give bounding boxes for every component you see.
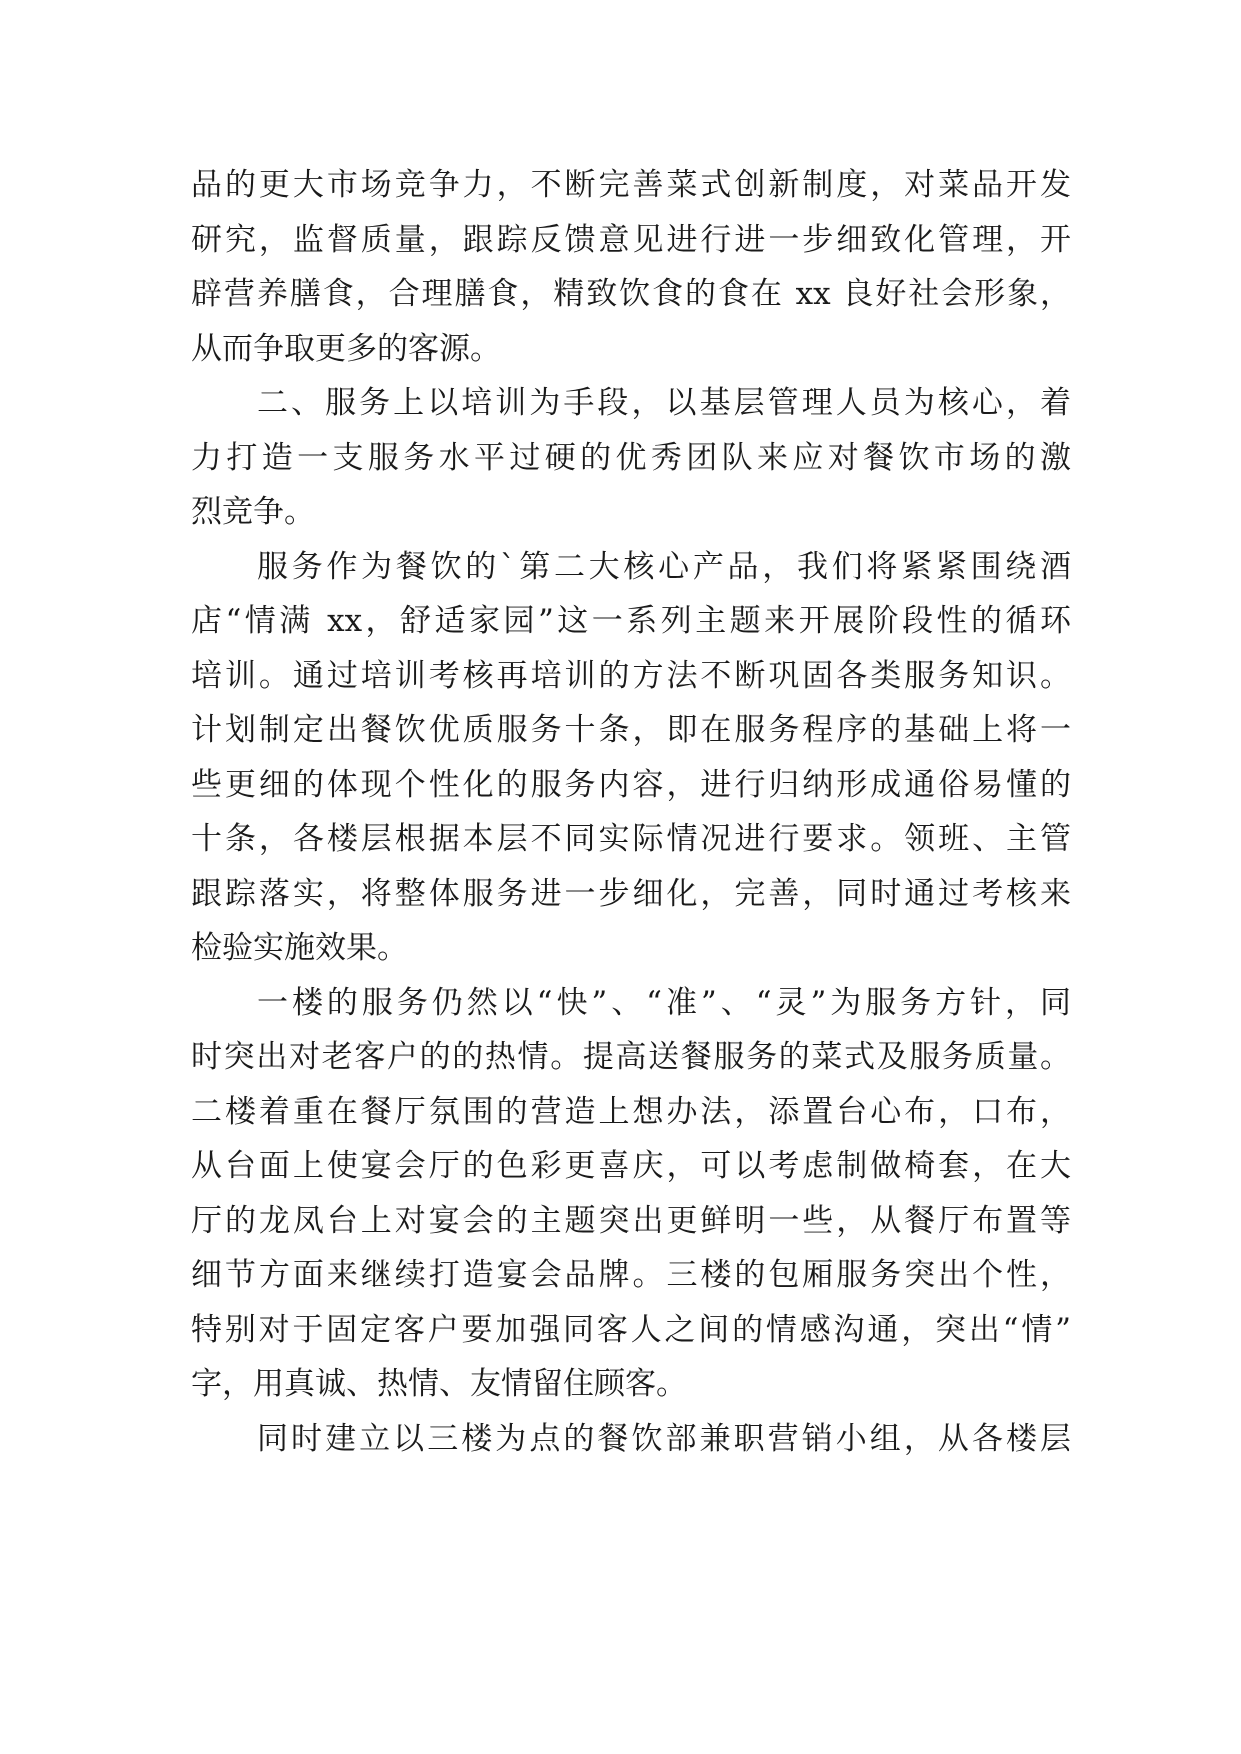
text-line: 二楼着重在餐厅氛围的营造上想办法，添置台心布，口布， <box>191 1093 1071 1130</box>
text-line: 检验实施效果。 <box>191 930 408 966</box>
text-line: 从而争取更多的客源。 <box>191 330 501 367</box>
text-line: 厅的龙凤台上对宴会的主题突出更鲜明一些，从餐厅布置等 <box>191 1202 1071 1239</box>
text-line: 辟营养膳食，合理膳食，精致饮食的食在 xx 良好社会形象， <box>191 276 1071 312</box>
text-line: 从台面上使宴会厅的色彩更喜庆，可以考虑制做椅套，在大 <box>191 1148 1071 1184</box>
text-line: 品的更大市场竞争力，不断完善菜式创新制度，对菜品开发 <box>191 167 1071 203</box>
text-line: 特别对于固定客户要加强同客人之间的情感沟通，突出“情” <box>191 1311 1071 1348</box>
text-line: 计划制定出餐饮优质服务十条，即在服务程序的基础上将一 <box>191 712 1071 748</box>
body-text <box>191 158 1071 1466</box>
text-line: 研究，监督质量，跟踪反馈意见进行进一步细致化管理，开 <box>191 221 1071 258</box>
text-line: 培训。通过培训考核再培训的方法不断巩固各类服务知识。 <box>191 657 1071 694</box>
text-line: 些更细的体现个性化的服务内容，进行归纳形成通俗易懂的 <box>191 766 1071 803</box>
text-line: 二、服务上以培训为手段，以基层管理人员为核心，着 <box>257 385 1071 421</box>
text-line: 同时建立以三楼为点的餐饮部兼职营销小组，从各楼层 <box>257 1420 1071 1457</box>
text-line: 十条，各楼层根据本层不同实际情况进行要求。领班、主管 <box>191 821 1071 857</box>
text-line: 跟踪落实，将整体服务进一步细化，完善，同时通过考核来 <box>191 875 1071 912</box>
text-line: 烈竞争。 <box>191 494 315 530</box>
text-line: 店“情满 xx，舒适家园”这一系列主题来开展阶段性的循环 <box>191 603 1071 639</box>
text-line: 时突出对老客户的的热情。提高送餐服务的菜式及服务质量。 <box>191 1039 1071 1075</box>
text-line: 字，用真诚、热情、友情留住顾客。 <box>191 1366 687 1402</box>
text-line: 力打造一支服务水平过硬的优秀团队来应对餐饮市场的激 <box>191 439 1071 476</box>
text-line: 服务作为餐饮的`第二大核心产品，我们将紧紧围绕酒 <box>257 548 1071 585</box>
text-line: 一楼的服务仍然以“快”、“准”、“灵”为服务方针，同 <box>257 984 1071 1021</box>
text-line: 细节方面来继续打造宴会品牌。三楼的包厢服务突出个性， <box>191 1257 1071 1293</box>
